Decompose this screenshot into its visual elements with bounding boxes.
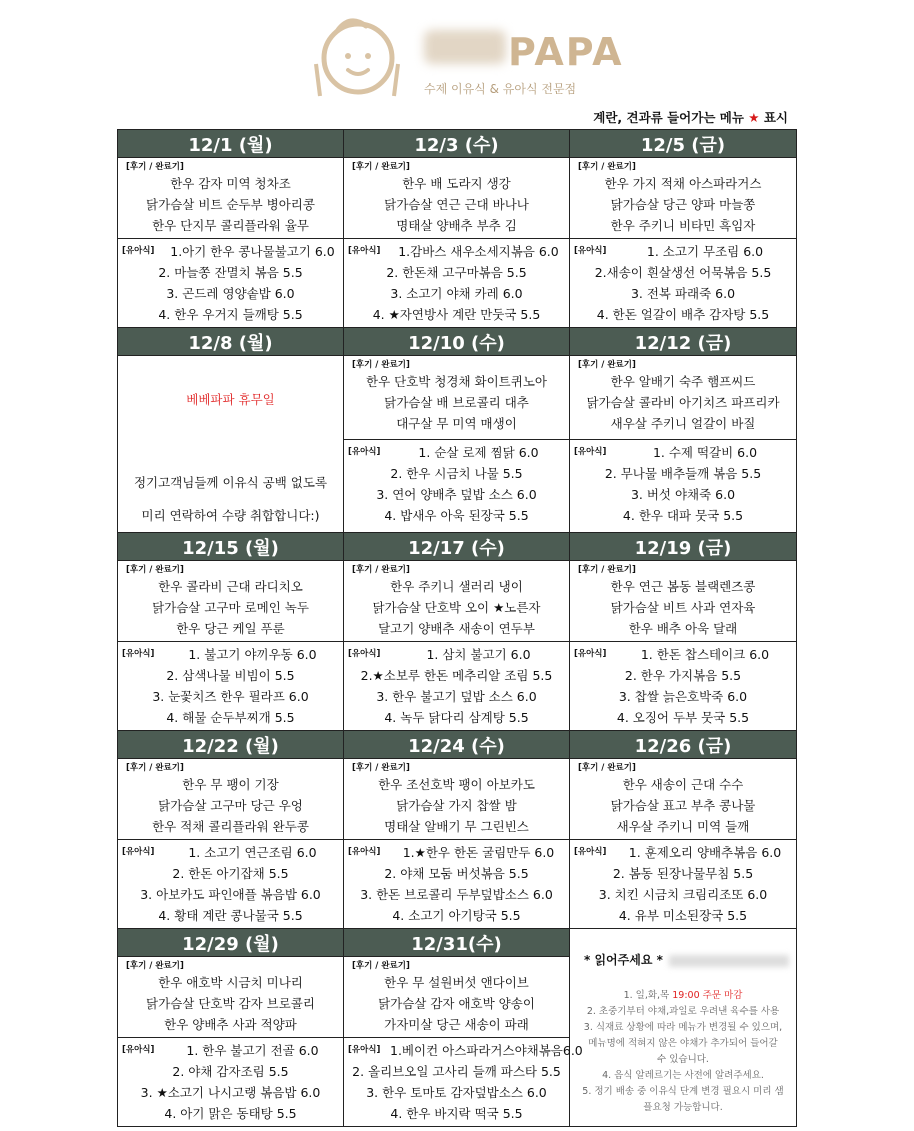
- toddler-block: [344, 239, 569, 327]
- menu-item: 닭가슴살 고구마 로메인 녹두: [152, 600, 309, 615]
- menu-item: 닭가슴살 가지 찹쌀 밤: [396, 798, 517, 813]
- weaning-tag: [후기 / 완료기]: [126, 961, 184, 971]
- menu-item: 1. 훈제오리 양배추볶음 6.0: [628, 845, 782, 860]
- toddler-cell: [344, 840, 570, 929]
- menu-item: 3. 한돈 브로콜리 두부덮밥소스 6.0: [360, 887, 553, 902]
- date-header-row: [118, 533, 797, 561]
- day-header: 12/22 (월): [118, 731, 344, 759]
- menu-item: 한우 당근 케일 푸룬: [176, 621, 285, 636]
- readme-item: [576, 1036, 790, 1052]
- menu-item: 4. 한우 우거지 들깨탕 5.5: [158, 307, 303, 322]
- menu-item: 한우 조선호박 팽이 아보카도: [378, 777, 535, 792]
- menu-item: 1.★한우 한돈 굴림만두 6.0: [402, 845, 555, 860]
- weaning-tag: [후기 / 완료기]: [578, 162, 636, 172]
- menu-item: 3. 연어 양배추 덮밥 소스 6.0: [376, 487, 537, 503]
- toddler-cell: [344, 239, 570, 328]
- toddler-block: [118, 642, 343, 730]
- baby-face-logo: [308, 6, 404, 102]
- readme-item-highlight: 19:00 주문 마감: [672, 990, 743, 1001]
- toddler-cell: [118, 1038, 344, 1127]
- readme-item: [576, 1068, 790, 1084]
- weaning-tag: [후기 / 완료기]: [352, 565, 410, 575]
- toddler-block: [344, 1038, 583, 1126]
- weaning-cell: [344, 957, 570, 1038]
- toddler-block: [344, 440, 569, 528]
- weaning-block: [344, 759, 569, 839]
- menu-item: 2. 한돈 아기잡채 5.5: [172, 866, 289, 881]
- menu-item: 한우 무 팽이 기장: [182, 777, 279, 792]
- weaning-cell: [344, 759, 570, 840]
- toddler-block: [570, 239, 796, 327]
- menu-item: 한우 단지무 콜리플라워 율무: [152, 218, 309, 233]
- weaning-tag: [후기 / 완료기]: [352, 961, 410, 971]
- toddler-tag: [유아식]: [574, 447, 607, 458]
- toddler-block: [570, 440, 796, 528]
- day-header: 12/31(수): [344, 929, 570, 957]
- toddler-tag: [유아식]: [574, 649, 607, 659]
- menu-item: 4. 소고기 아기탕국 5.5: [392, 908, 521, 923]
- holiday-note-line: 미리 연락하여 수량 취합합니다:): [141, 508, 320, 523]
- star-icon: ★: [748, 110, 760, 125]
- readme-item-text: 1. 일,화,목: [623, 990, 673, 1001]
- menu-item: 닭가슴살 배 브로콜리 대추: [384, 395, 529, 410]
- toddler-cell: [570, 440, 797, 533]
- readme-item-text: 2. 초중기부터 야채,과일로 우려낸 육수를 사용: [586, 1006, 780, 1017]
- menu-item: 1. 삼치 불고기 6.0: [426, 647, 531, 662]
- toddler-row: [118, 642, 797, 731]
- toddler-cell: [118, 642, 344, 731]
- menu-item: 2. 삼색나물 비빔이 5.5: [166, 668, 295, 683]
- toddler-tag: [유아식]: [348, 1045, 381, 1055]
- readme-title: [570, 951, 796, 968]
- toddler-block: [570, 642, 796, 730]
- weaning-block: [118, 759, 343, 839]
- menu-item: 닭가슴살 비트 사과 연자육: [610, 600, 756, 615]
- menu-item: 3. 버섯 야채죽 6.0: [630, 487, 736, 503]
- menu-item: 한우 알배기 숙주 햄프씨드: [610, 374, 756, 389]
- menu-item: 2. 한돈채 고구마볶음 5.5: [386, 265, 527, 280]
- menu-item: 달고기 양배추 새송이 연두부: [378, 621, 535, 636]
- allergy-notice: [593, 108, 788, 126]
- day-header: 12/29 (월): [118, 929, 344, 957]
- toddler-cell: [118, 840, 344, 929]
- menu-item: 3. 치킨 시금치 크림리조또 6.0: [598, 887, 768, 902]
- toddler-row: [118, 840, 797, 929]
- menu-item: 한우 새송이 근대 수수: [622, 777, 744, 792]
- day-header: 12/15 (월): [118, 533, 344, 561]
- menu-item: 3. 곤드레 영양솥밥 6.0: [166, 286, 295, 301]
- readme-item: [576, 988, 790, 1004]
- weaning-block: [570, 759, 796, 839]
- menu-item: 3. 한우 토마토 감자덮밥소스 6.0: [366, 1085, 547, 1100]
- weaning-block: [570, 158, 796, 238]
- day-header: 12/1 (월): [118, 130, 344, 158]
- menu-item: 3. 눈꽃치즈 한우 필라프 6.0: [152, 689, 309, 704]
- menu-item: 한우 배추 아욱 달래: [628, 621, 738, 636]
- menu-item: 한우 연근 봄동 블랙렌즈콩: [610, 579, 756, 594]
- toddler-block: [570, 840, 796, 928]
- readme-item: [576, 1100, 790, 1116]
- menu-item: 가자미살 당근 새송이 파래: [384, 1017, 529, 1032]
- readme-item-text: 수 있습니다.: [657, 1054, 709, 1065]
- readme-item: [576, 1004, 790, 1020]
- menu-item: 새우살 주키니 미역 들깨: [616, 819, 750, 834]
- readme-item-text: 메뉴명에 적혀지 않은 야채가 추가되어 들어갈: [588, 1038, 778, 1049]
- weaning-block: [118, 957, 343, 1037]
- toddler-block: [118, 840, 343, 928]
- menu-item: 닭가슴살 콜라비 아기치즈 파프리카: [586, 395, 780, 410]
- weaning-row: [118, 356, 797, 440]
- menu-item: 4. 한우 바지락 떡국 5.5: [390, 1106, 523, 1121]
- menu-item: 4. 유부 미소된장국 5.5: [618, 908, 748, 923]
- readme-list: [570, 988, 796, 1116]
- notice-suffix: 표시: [763, 110, 788, 125]
- menu-item: 3. 소고기 야채 카레 6.0: [390, 286, 523, 301]
- menu-item: 대구살 무 미역 매생이: [396, 416, 517, 431]
- readme-item: [576, 1052, 790, 1068]
- menu-item: 닭가슴살 비트 순두부 병아리콩: [146, 197, 315, 212]
- weaning-cell: [118, 759, 344, 840]
- date-header-row: [118, 328, 797, 356]
- readme-panel: [570, 929, 797, 1127]
- menu-item: 1. 순살 로제 찜닭 6.0: [418, 445, 539, 461]
- weaning-cell: [570, 158, 797, 239]
- toddler-tag: [유아식]: [122, 246, 155, 256]
- weaning-cell: [570, 561, 797, 642]
- weaning-row: [118, 158, 797, 239]
- header: [0, 0, 914, 110]
- menu-item: 닭가슴살 감자 애호박 양송이: [378, 996, 535, 1011]
- readme-item: [576, 1084, 790, 1100]
- weaning-tag: [후기 / 완료기]: [352, 763, 410, 773]
- weaning-cell: [570, 356, 797, 440]
- day-header: 12/24 (수): [344, 731, 570, 759]
- toddler-tag: [유아식]: [122, 847, 155, 857]
- toddler-cell: [344, 440, 570, 533]
- weaning-cell: [118, 957, 344, 1038]
- menu-item: 2. 무나물 배추들깨 볶음 5.5: [604, 466, 762, 482]
- menu-item: 닭가슴살 단호박 감자 브로콜리: [146, 996, 315, 1011]
- menu-item: 2. 야채 감자조림 5.5: [172, 1064, 289, 1079]
- menu-item: 1. 수제 떡갈비 6.0: [652, 445, 758, 461]
- holiday-cell: [118, 356, 344, 533]
- menu-item: 4. 황태 계란 콩나물국 5.5: [158, 908, 303, 923]
- menu-item: 새우살 주키니 얼갈이 바질: [610, 416, 756, 431]
- menu-item: 2.새송이 흰살생선 어묵볶음 5.5: [594, 265, 772, 280]
- day-header: 12/26 (금): [570, 731, 797, 759]
- weaning-row: [118, 561, 797, 642]
- weaning-cell: [118, 561, 344, 642]
- readme-item: [576, 1020, 790, 1036]
- menu-item: 4. 한우 대파 뭇국 5.5: [622, 508, 744, 524]
- blurred-brand-name: [424, 30, 506, 64]
- toddler-tag: [유아식]: [348, 246, 381, 256]
- menu-item: 2. 야채 모둠 버섯볶음 5.5: [384, 866, 529, 881]
- weaning-block: [344, 356, 569, 436]
- toddler-cell: [570, 840, 797, 929]
- menu-item: 1. 소고기 무조림 6.0: [646, 244, 764, 259]
- toddler-cell: [570, 642, 797, 731]
- menu-item: 3. 전복 파래죽 6.0: [630, 286, 736, 301]
- weaning-cell: [344, 561, 570, 642]
- toddler-tag: [유아식]: [122, 1045, 155, 1055]
- menu-item: 닭가슴살 고구마 당근 우엉: [158, 798, 303, 813]
- toddler-cell: [570, 239, 797, 328]
- toddler-block: [344, 642, 569, 730]
- menu-item: 한우 단호박 청경채 화이트퀴노아: [366, 374, 547, 389]
- brand-subtitle: 수제 이유식 & 유아식 전문점: [424, 82, 577, 96]
- day-header: 12/3 (수): [344, 130, 570, 158]
- weaning-tag: [후기 / 완료기]: [352, 162, 410, 172]
- weaning-cell: [344, 158, 570, 239]
- weaning-tag: [후기 / 완료기]: [126, 162, 184, 172]
- menu-item: 1.아기 한우 콩나물불고기 6.0: [170, 244, 335, 259]
- weaning-block: [118, 158, 343, 238]
- weaning-tag: [후기 / 완료기]: [126, 565, 184, 575]
- menu-item: 닭가슴살 당근 양파 마늘쫑: [610, 197, 756, 212]
- weaning-block: [118, 561, 343, 641]
- holiday-label: 베베파파 휴무일: [186, 392, 275, 407]
- menu-item: 한우 주키니 비타민 흑임자: [610, 218, 756, 233]
- menu-item: 한우 감자 미역 청차조: [170, 176, 291, 191]
- menu-item: 3. 한우 불고기 덮밥 소스 6.0: [376, 689, 537, 704]
- menu-item: 4. 아기 맑은 동태탕 5.5: [164, 1106, 297, 1121]
- menu-item: 3. ★소고기 나시고랭 볶음밥 6.0: [140, 1085, 321, 1100]
- menu-item: 2.★소보루 한돈 메추리알 조림 5.5: [360, 668, 553, 683]
- menu-item: 한우 적채 콜리플라워 완두콩: [152, 819, 309, 834]
- day-header: 12/12 (금): [570, 328, 797, 356]
- menu-item: 한우 배 도라지 생강: [402, 176, 511, 191]
- menu-item: 1.감바스 새우소세지볶음 6.0: [398, 244, 559, 259]
- menu-item: 2. 마늘쫑 잔멸치 볶음 5.5: [158, 265, 303, 280]
- toddler-block: [118, 1038, 343, 1126]
- weaning-block: [570, 561, 796, 641]
- holiday-note: [118, 466, 343, 532]
- toddler-tag: [유아식]: [348, 847, 381, 857]
- menu-item: 한우 무 설원버섯 앤다이브: [384, 975, 529, 990]
- day-header: 12/17 (수): [344, 533, 570, 561]
- menu-item: 4. 오징어 두부 뭇국 5.5: [616, 710, 750, 725]
- weaning-row: [118, 759, 797, 840]
- toddler-cell: [118, 239, 344, 328]
- menu-item: 닭가슴살 연근 근대 바나나: [384, 197, 529, 212]
- weaning-tag: [후기 / 완료기]: [352, 360, 410, 370]
- menu-item: 1.베이컨 아스파라거스야채볶음6.0: [390, 1043, 583, 1058]
- weaning-cell: [118, 158, 344, 239]
- menu-item: 4. 녹두 닭다리 삼계탕 5.5: [384, 710, 529, 725]
- menu-item: 4. 밥새우 아욱 된장국 5.5: [384, 508, 529, 524]
- menu-item: 닭가슴살 단호박 오이 ★노른자: [372, 600, 541, 615]
- menu-table: [117, 129, 797, 1127]
- menu-item: 한우 콜라비 근대 라디치오: [158, 579, 303, 594]
- menu-item: 1. 한돈 찹스테이크 6.0: [640, 647, 770, 662]
- menu-item: 한우 양배추 사과 적양파: [164, 1017, 297, 1032]
- date-header-row: [118, 929, 797, 957]
- toddler-tag: [유아식]: [348, 447, 381, 458]
- weaning-block: [344, 957, 569, 1037]
- menu-item: 4. ★자연방사 계란 만둣국 5.5: [372, 307, 541, 322]
- menu-item: 2. 한우 가지볶음 5.5: [624, 668, 742, 683]
- toddler-block: [118, 239, 343, 327]
- menu-item: 2. 한우 시금치 나물 5.5: [390, 466, 523, 482]
- weaning-block: [344, 561, 569, 641]
- toddler-tag: [유아식]: [574, 847, 607, 857]
- blurred-contact: [669, 955, 789, 967]
- readme-item-text: 3. 식재료 상황에 따라 메뉴가 변경될 수 있으며,: [583, 1022, 783, 1033]
- menu-item: 1. 한우 불고기 전골 6.0: [186, 1043, 319, 1058]
- weaning-block: [570, 356, 796, 436]
- toddler-tag: [유아식]: [122, 649, 155, 659]
- menu-item: 4. 해물 순두부찌개 5.5: [166, 710, 295, 725]
- day-header: 12/8 (월): [118, 328, 344, 356]
- day-header: 12/10 (수): [344, 328, 570, 356]
- weaning-tag: [후기 / 완료기]: [126, 763, 184, 773]
- readme-title-text: * 읽어주세요 *: [584, 953, 663, 967]
- menu-item: 2. 올리브오일 고사리 들깨 파스타 5.5: [352, 1064, 561, 1079]
- menu-item: 1. 소고기 연근조림 6.0: [188, 845, 317, 860]
- menu-item: 명태살 알배기 무 그린빈스: [384, 819, 529, 834]
- weaning-cell: [570, 759, 797, 840]
- menu-item: 2. 봄동 된장나물무침 5.5: [612, 866, 754, 881]
- date-header-row: [118, 130, 797, 158]
- day-header: 12/19 (금): [570, 533, 797, 561]
- menu-item: 한우 주키니 샐러리 냉이: [390, 579, 523, 594]
- toddler-cell: [344, 642, 570, 731]
- readme-item-text: 플요청 가능합니다.: [643, 1102, 723, 1113]
- notice-text: 계란, 견과류 들어가는 메뉴: [593, 110, 744, 125]
- toddler-block: [344, 840, 569, 928]
- weaning-tag: [후기 / 완료기]: [578, 360, 636, 370]
- holiday-note-line: 정기고객님들께 이유식 공백 없도록: [133, 475, 328, 490]
- toddler-tag: [유아식]: [574, 246, 607, 256]
- readme-item-text: 5. 정기 배송 중 이유식 단계 변경 필요시 미리 샘: [582, 1086, 784, 1097]
- brand-name: PAPA: [508, 30, 624, 74]
- menu-item: 3. 아보카도 파인애플 볶음밥 6.0: [140, 887, 321, 902]
- toddler-cell: [344, 1038, 583, 1127]
- weaning-cell: [344, 356, 570, 440]
- readme-item-text: 4. 음식 알레르기는 사전에 알려주세요.: [602, 1070, 764, 1081]
- weaning-block: [344, 158, 569, 238]
- menu-item: 4. 한돈 얼갈이 배추 감자탕 5.5: [596, 307, 770, 322]
- menu-item: 3. 찹쌀 늙은호박죽 6.0: [618, 689, 748, 704]
- weaning-tag: [후기 / 완료기]: [578, 763, 636, 773]
- toddler-row: [118, 239, 797, 328]
- menu-item: 한우 가지 적채 아스파라거스: [604, 176, 762, 191]
- menu-item: 1. 불고기 야끼우동 6.0: [188, 647, 317, 662]
- weaning-tag: [후기 / 완료기]: [578, 565, 636, 575]
- date-header-row: [118, 731, 797, 759]
- day-header: 12/5 (금): [570, 130, 797, 158]
- menu-item: 한우 애호박 시금치 미나리: [158, 975, 303, 990]
- menu-item: 명태살 양배추 부추 김: [396, 218, 517, 233]
- toddler-tag: [유아식]: [348, 649, 381, 659]
- menu-item: 닭가슴살 표고 부추 콩나물: [610, 798, 756, 813]
